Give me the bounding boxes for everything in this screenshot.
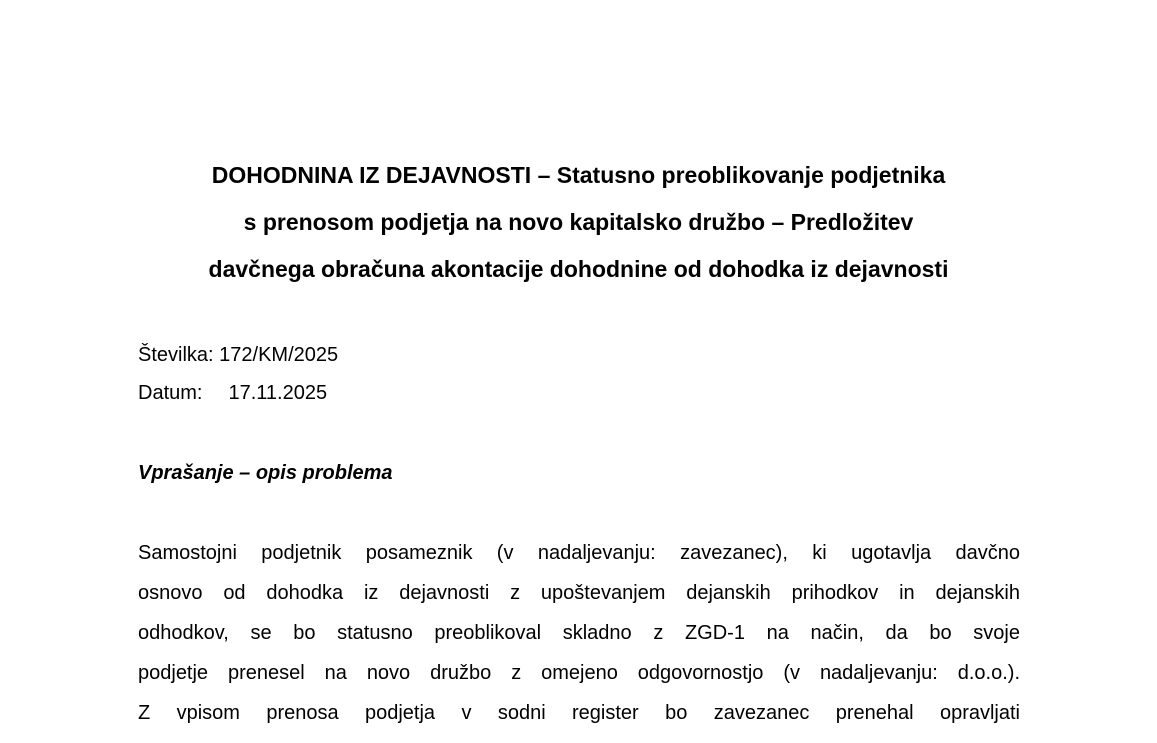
document-meta [138,336,338,412]
body-line-1: Samostojni podjetnik posameznik (v nadaljevanju: zavezanec), ki ugotavlja davčno [138,542,1020,564]
title-line-2: s prenosom podjetja na novo kapitalsko družbo – Predložitev [243,209,914,235]
body-line-4: podjetje prenesel na novo družbo z omejeno odgovornostjo (v nadaljevanju: d.o.o.). [138,662,1020,684]
body-line-2: osnovo od dohodka iz dejavnosti z upoštevanjem dejanskih prihodkov in dejanskih [138,582,1020,604]
body-line-3: odhodkov, se bo statusno preoblikoval skladno z ZGD-1 na način, da bo svoje [138,622,1020,644]
body-paragraph [138,533,1020,733]
document-date-label: Datum: [138,382,203,404]
document-number-value: 172/KM/2025 [219,344,339,366]
document-date-value: 17.11.2025 [228,382,328,404]
document-number-row [138,336,338,374]
body-line-5: Z vpisom prenosa podjetja v sodni register bo zavezanec prenehal opravljati [138,702,1020,724]
title-line-3: davčnega obračuna akontacije dohodnine od dohodka iz dejavnosti [208,256,949,282]
title-line-1: DOHODNINA IZ DEJAVNOSTI – Statusno preoblikovanje podjetnika [211,162,946,188]
document-title [120,152,1037,293]
document-date-row [138,374,338,412]
document-number-label: Številka: [138,344,214,366]
question-heading: Vprašanje – opis problema [138,462,393,484]
